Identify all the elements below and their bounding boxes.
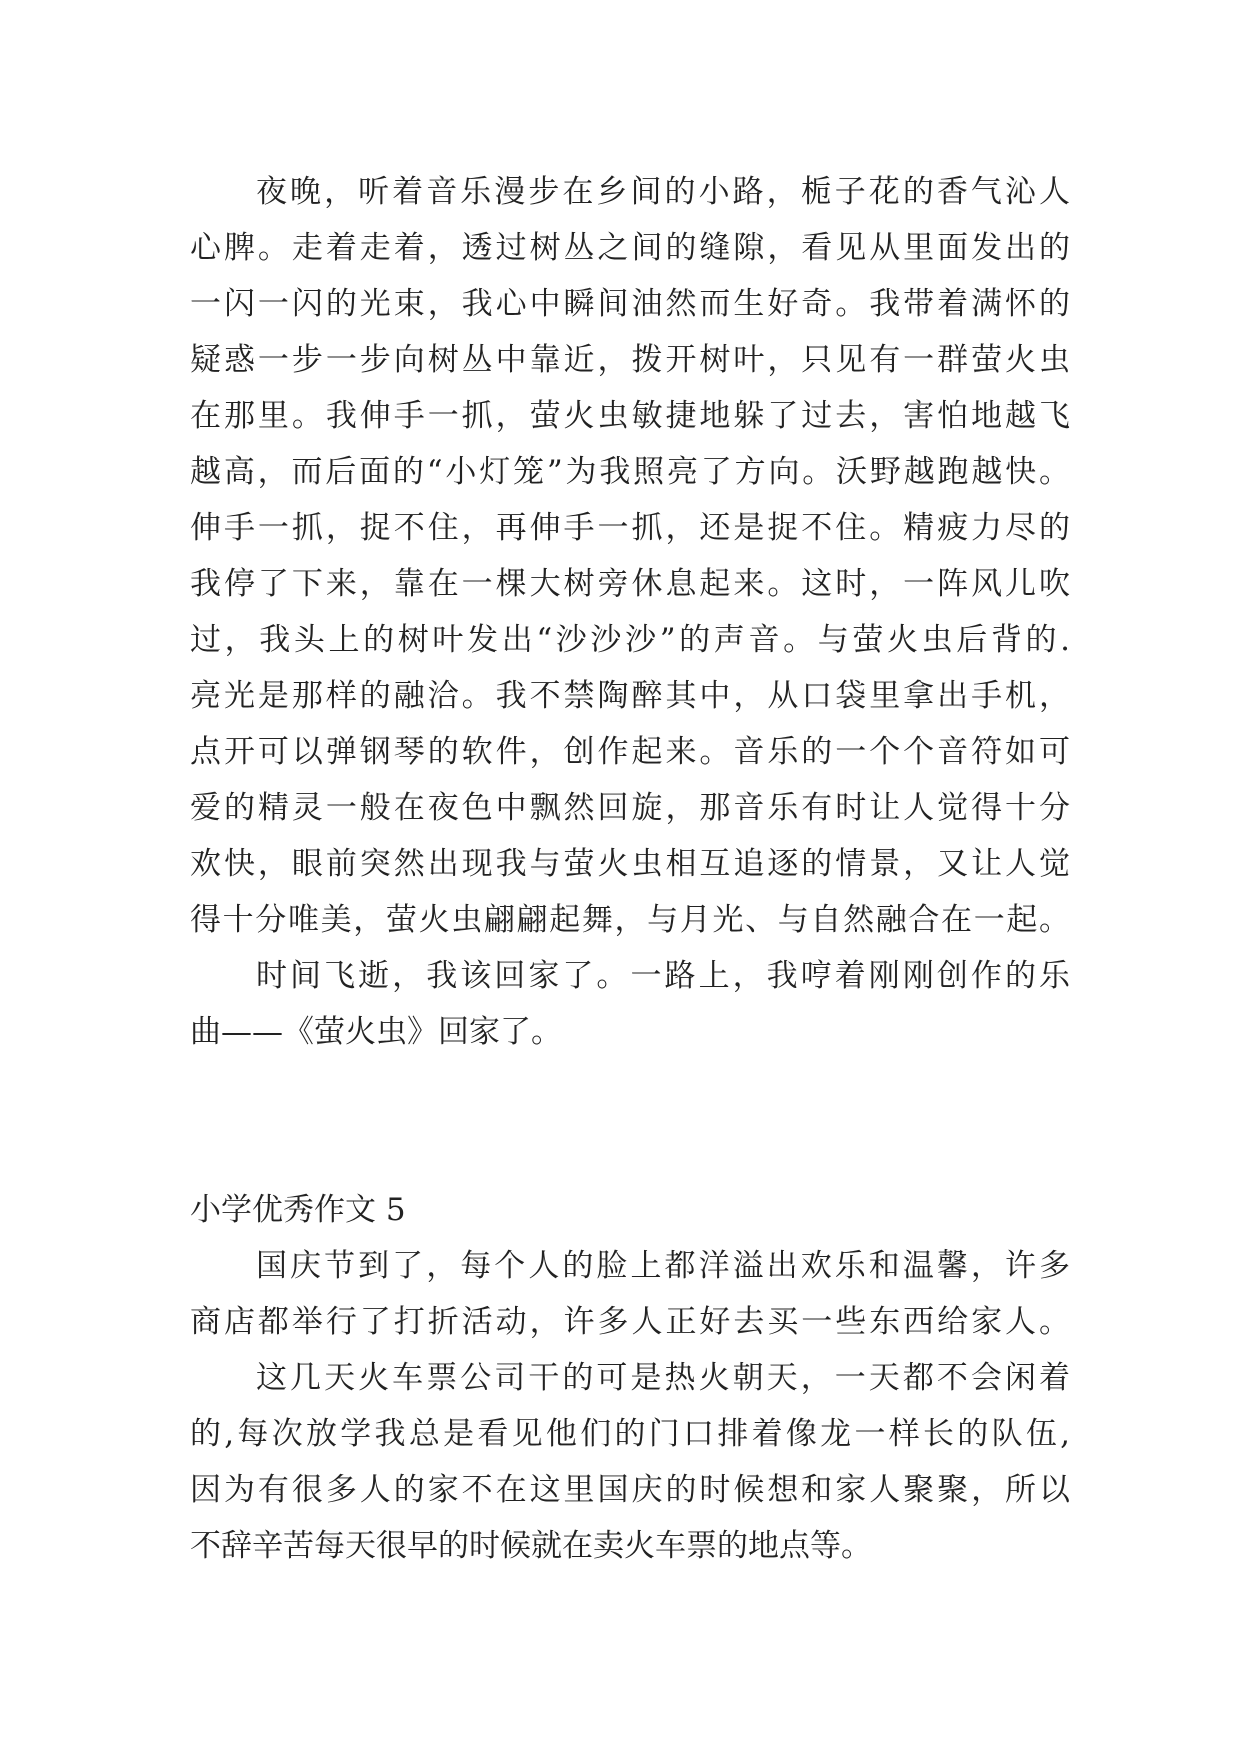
text-line: 得十分唯美，萤火虫翩翩起舞，与月光、与自然融合在一起。 xyxy=(190,902,1070,938)
document-page xyxy=(190,164,1070,1574)
text-line: 我停了下来，靠在一棵大树旁休息起来。这时，一阵风儿吹 xyxy=(190,566,1070,602)
text-line: 疑惑一步一步向树丛中靠近，拨开树叶，只见有一群萤火虫 xyxy=(190,342,1070,378)
essay-title: 小学优秀作文 5 xyxy=(190,1192,406,1228)
text-line: 商店都举行了打折活动，许多人正好去买一些东西给家人。 xyxy=(190,1304,1070,1340)
paragraph xyxy=(190,1350,1070,1574)
text-line: 越高，而后面的“小灯笼”为我照亮了方向。沃野越跑越快。 xyxy=(190,454,1070,490)
paragraph xyxy=(190,948,1070,1060)
text-line: 国庆节到了，每个人的脸上都洋溢出欢乐和温馨，许多 xyxy=(256,1248,1070,1284)
section-gap xyxy=(190,1060,1070,1182)
text-line: 时间飞逝，我该回家了。一路上，我哼着刚刚创作的乐 xyxy=(256,958,1070,994)
text-line: 点开可以弹钢琴的软件，创作起来。音乐的一个个音符如可 xyxy=(190,734,1070,770)
paragraph xyxy=(190,1238,1070,1350)
text-line: 一闪一闪的光束，我心中瞬间油然而生好奇。我带着满怀的 xyxy=(190,286,1070,322)
text-line: 欢快，眼前突然出现我与萤火虫相互追逐的情景，又让人觉 xyxy=(190,846,1070,882)
text-line: 夜晚，听着音乐漫步在乡间的小路，栀子花的香气沁人 xyxy=(256,174,1070,210)
text-line: 这几天火车票公司干的可是热火朝天，一天都不会闲着 xyxy=(256,1360,1070,1396)
text-line: 因为有很多人的家不在这里国庆的时候想和家人聚聚，所以 xyxy=(190,1472,1070,1508)
text-line: 曲——《萤火虫》回家了。 xyxy=(190,1014,562,1050)
text-line: 亮光是那样的融洽。我不禁陶醉其中，从口袋里拿出手机， xyxy=(190,678,1070,714)
paragraph xyxy=(190,164,1070,948)
text-line: 的,每次放学我总是看见他们的门口排着像龙一样长的队伍, xyxy=(190,1416,1070,1452)
text-line: 心脾。走着走着，透过树丛之间的缝隙，看见从里面发出的 xyxy=(190,230,1070,266)
text-line: 过，我头上的树叶发出“沙沙沙”的声音。与萤火虫后背的. xyxy=(190,622,1070,658)
text-line: 爱的精灵一般在夜色中飘然回旋，那音乐有时让人觉得十分 xyxy=(190,790,1070,826)
text-line: 伸手一抓，捉不住，再伸手一抓，还是捉不住。精疲力尽的 xyxy=(190,510,1070,546)
text-line: 不辞辛苦每天很早的时候就在卖火车票的地点等。 xyxy=(190,1528,872,1564)
text-line: 在那里。我伸手一抓，萤火虫敏捷地躲了过去，害怕地越飞 xyxy=(190,398,1070,434)
